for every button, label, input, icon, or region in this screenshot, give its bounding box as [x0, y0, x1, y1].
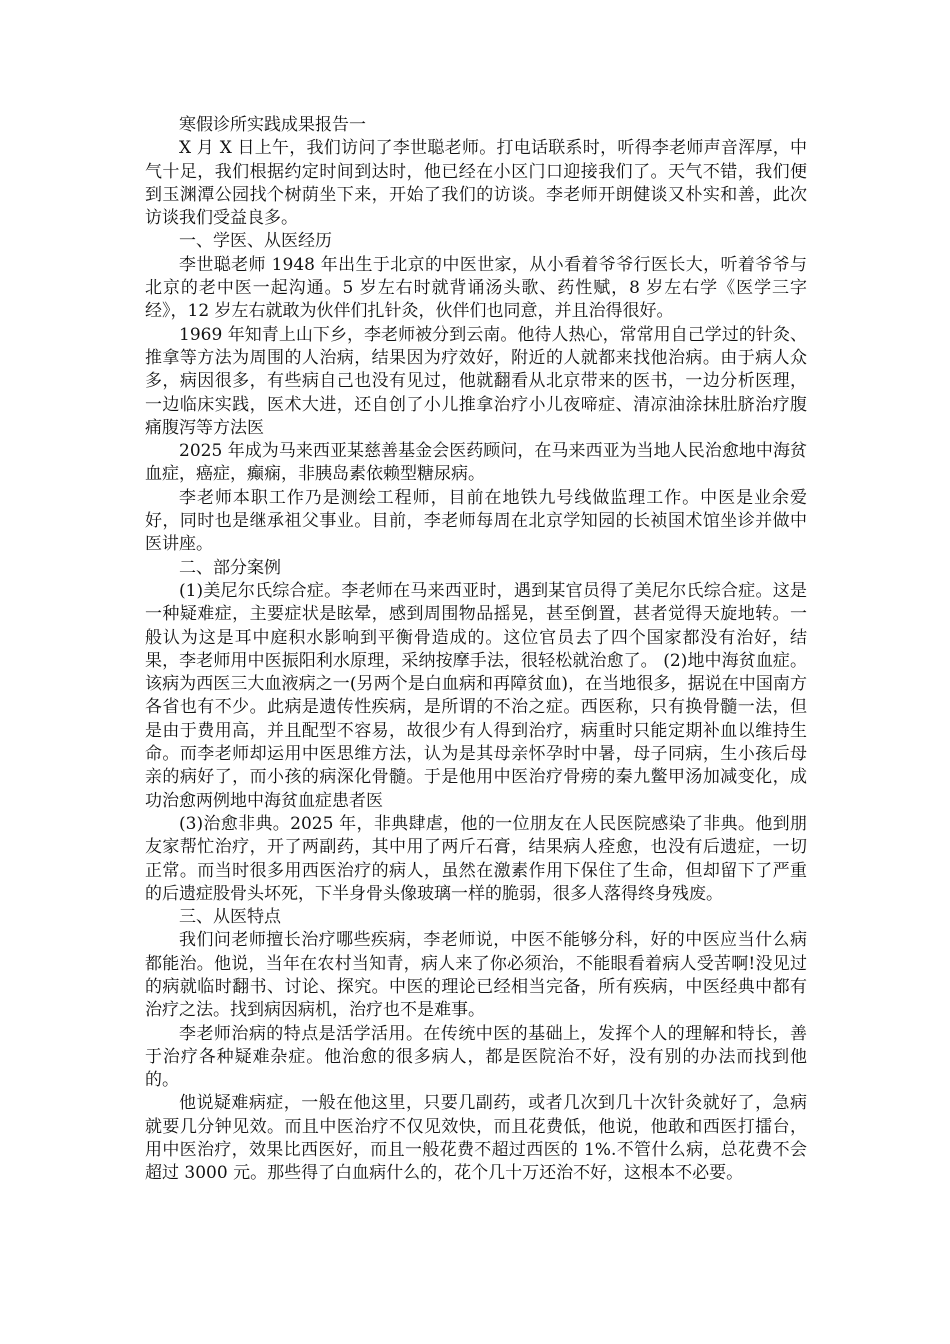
paragraph: (3)治愈非典。2025 年，非典肆虐，他的一位朋友在人民医院感染了非典。他到朋友家帮忙治疗，开了两副药，其中用了两斤石膏，结果病人痊愈，也没有后遗症，一切正常。而当时很多用西医治疗的病人，虽然在激素作用下保住了生命，但却留下了严重的后遗症股骨头坏死，下半身骨头像玻璃一样的脆弱，很多人落得终身残废。: [145, 813, 807, 904]
paragraph: (1)美尼尔氏综合症。李老师在马来西亚时，遇到某官员得了美尼尔氏综合症。这是一种疑难症，主要症状是眩晕，感到周围物品摇晃，甚至倒置，甚者觉得天旋地转。一般认为这是耳中庭积水影响到平衡骨造成的。这位官员去了四个国家都没有治好，结果，李老师用中医振阳利水原理，采纳按摩手法，很轻松就治愈了。 (2)地中海贫血症。该病为西医三大血液病之一(另两个是白血病和再障贫血)，在当地很多，据说在中国南方各省也有不少。此病是遗传性疾病，是所谓的不治之症。西医称，只有换骨髓一法，但是由于费用高，并且配型不容易，故很少有人得到治疗，病重时只能定期补血以维持生命。而李老师却运用中医思维方法，认为是其母亲怀孕时中暑，母子同病，生小孩后母亲的病好了，而小孩的病深化骨髓。于是他用中医治疗骨痨的秦九鳖甲汤加减变化，成功治愈两例地中海贫血症患者医: [145, 580, 807, 811]
paragraph: 我们问老师擅长治疗哪些疾病，李老师说，中医不能够分科，好的中医应当什么病都能治。他说，当年在农村当知青，病人来了你必须治，不能眼看着病人受苦啊!没见过的病就临时翻书、讨论、探究。中医的理论已经相当完备，所有疾病，中医经典中都有治疗之法。找到病因病机，治疗也不是难事。: [145, 930, 807, 1021]
paragraph-intro: X 月 X 日上午，我们访问了李世聪老师。打电话联系时，听得李老师声音浑厚，中气十足，我们根据约定时间到达时，他已经在小区门口迎接我们了。天气不错，我们便到玉渊潭公园找个树荫坐下来，开始了我们的访谈。李老师开朗健谈又朴实和善，此次访谈我们受益良多。: [145, 138, 807, 229]
section-heading-3: 三、从医特点: [179, 907, 281, 928]
paragraph: 他说疑难病症，一般在他这里，只要几副药，或者几次到几十次针灸就好了，急病就要几分钟见效。而且中医治疗不仅见效快，而且花费低，他说，他敢和西医打擂台，用中医治疗，效果比西医好，而且一般花费不超过西医的 1%.不管什么病，总花费不会超过 3000 元。那些得了白血病什么的，花个几十万还治不好，这根本不必要。: [145, 1093, 807, 1184]
paragraph: 2025 年成为马来西亚某慈善基金会医药顾问，在马来西亚为当地人民治愈地中海贫血症，癌症，癫痫，非胰岛素依赖型糖尿病。: [145, 441, 807, 485]
document-page: [145, 114, 807, 1186]
paragraph: 1969 年知青上山下乡，李老师被分到云南。他待人热心，常常用自己学过的针灸、推拿等方法为周围的人治病，结果因为疗效好，附近的人就都来找他治病。由于病人众多，病因很多，有些病自己也没有见过，他就翻看从北京带来的医书，一边分析医理，一边临床实践，医术大进，还自创了小儿推拿治疗小儿夜啼症、清凉油涂抹肚脐治疗腹痛腹泻等方法医: [145, 324, 807, 438]
section-heading-1: 一、学医、从医经历: [179, 231, 332, 252]
paragraph: 李世聪老师 1948 年出生于北京的中医世家，从小看着爷爷行医长大，听着爷爷与北京的老中医一起沟通。5 岁左右时就背诵汤头歌、药性赋，8 岁左右学《医学三字经》，12 岁左右就敢为伙伴们扎针灸，伙伴们也同意，并且治得很好。: [145, 254, 807, 322]
paragraph: 李老师治病的特点是活学活用。在传统中医的基础上，发挥个人的理解和特长，善于治疗各种疑难杂症。他治愈的很多病人，都是医院治不好，没有别的办法而找到他的。: [145, 1023, 807, 1091]
section-heading-2: 二、部分案例: [179, 557, 281, 578]
paragraph: 李老师本职工作乃是测绘工程师，目前在地铁九号线做监理工作。中医是业余爱好，同时也是继承祖父事业。目前，李老师每周在北京学知园的长祯国术馆坐诊并做中医讲座。: [145, 487, 807, 555]
document-title: 寒假诊所实践成果报告一: [179, 115, 366, 135]
